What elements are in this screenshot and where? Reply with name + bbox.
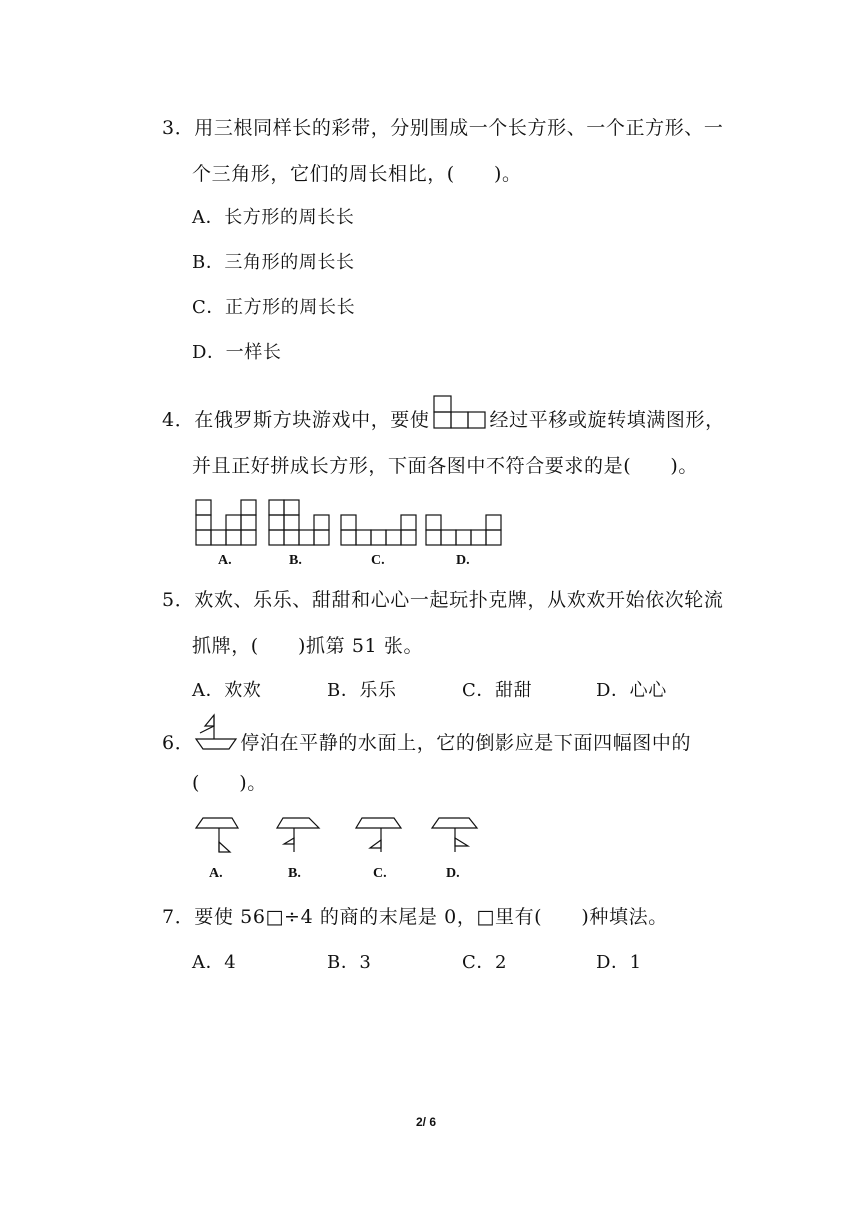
- q6-caption-d: D.: [446, 866, 460, 881]
- q4-caption-a: A.: [218, 553, 232, 568]
- q3-option-d: D．一样长: [192, 342, 282, 363]
- q6-caption-b: B.: [288, 866, 301, 881]
- page-number: 2/ 6: [416, 1115, 437, 1129]
- q5-option-d: D．心心: [596, 680, 667, 701]
- q5-option-c: C．甜甜: [462, 680, 533, 701]
- tetromino-piece-icon: [432, 394, 488, 430]
- q4-line2: 并且正好拼成长方形，下面各图中不符合要求的是( )。: [192, 455, 699, 477]
- q4-figure-b: [269, 500, 329, 545]
- q3-option-a: A．长方形的周长长: [192, 207, 355, 228]
- q7-option-b: B．3: [327, 952, 372, 973]
- q6-figure-b: [277, 818, 319, 852]
- q4-caption-b: B.: [289, 553, 302, 568]
- q4-suffix: 经过平移或旋转填满图形，: [489, 409, 725, 431]
- q6-figure-a: [196, 818, 238, 852]
- q4-line1: [162, 408, 725, 432]
- q4-figure-a: [196, 500, 256, 545]
- q7-line1: 7．要使 56□÷4 的商的末尾是 0，□里有( )种填法。: [162, 906, 668, 928]
- q6-caption-a: A.: [209, 866, 223, 881]
- q6-figures: [188, 810, 498, 884]
- q3-line1: 3．用三根同样长的彩带，分别围成一个长方形、一个正方形、一: [162, 117, 724, 139]
- q4-figure-c: [341, 515, 416, 545]
- q7-option-a: A．4: [192, 952, 237, 973]
- q6-line2: ( )。: [192, 772, 267, 794]
- q3-option-c: C．正方形的周长长: [192, 297, 356, 318]
- q6-suffix: 停泊在平静的水面上，它的倒影应是下面四幅图中的: [240, 732, 692, 754]
- q3-option-b: B．三角形的周长长: [192, 252, 355, 273]
- q6-prefix: 6．: [162, 732, 195, 754]
- q6-figure-c: [356, 818, 401, 852]
- q5-line1: 5．欢欢、乐乐、甜甜和心心一起玩扑克牌，从欢欢开始依次轮流: [162, 589, 724, 611]
- q3-line2: 个三角形，它们的周长相比，( )。: [192, 163, 522, 185]
- q6-figure-d: [432, 818, 477, 852]
- q6-caption-c: C.: [373, 866, 387, 881]
- boat-icon: [194, 713, 238, 753]
- q5-line2: 抓牌，( )抓第 51 张。: [192, 635, 424, 657]
- q5-option-b: B．乐乐: [327, 680, 397, 701]
- q4-figure-d: [426, 515, 501, 545]
- q7-option-c: C．2: [462, 952, 508, 973]
- q7-option-d: D．1: [596, 952, 642, 973]
- q5-option-a: A．欢欢: [192, 680, 262, 701]
- q4-caption-c: C.: [371, 553, 385, 568]
- q4-figures: [190, 496, 510, 570]
- q4-prefix: 4．在俄罗斯方块游戏中，要使: [162, 409, 430, 431]
- q4-caption-d: D.: [456, 553, 470, 568]
- q6-line1: [162, 731, 691, 755]
